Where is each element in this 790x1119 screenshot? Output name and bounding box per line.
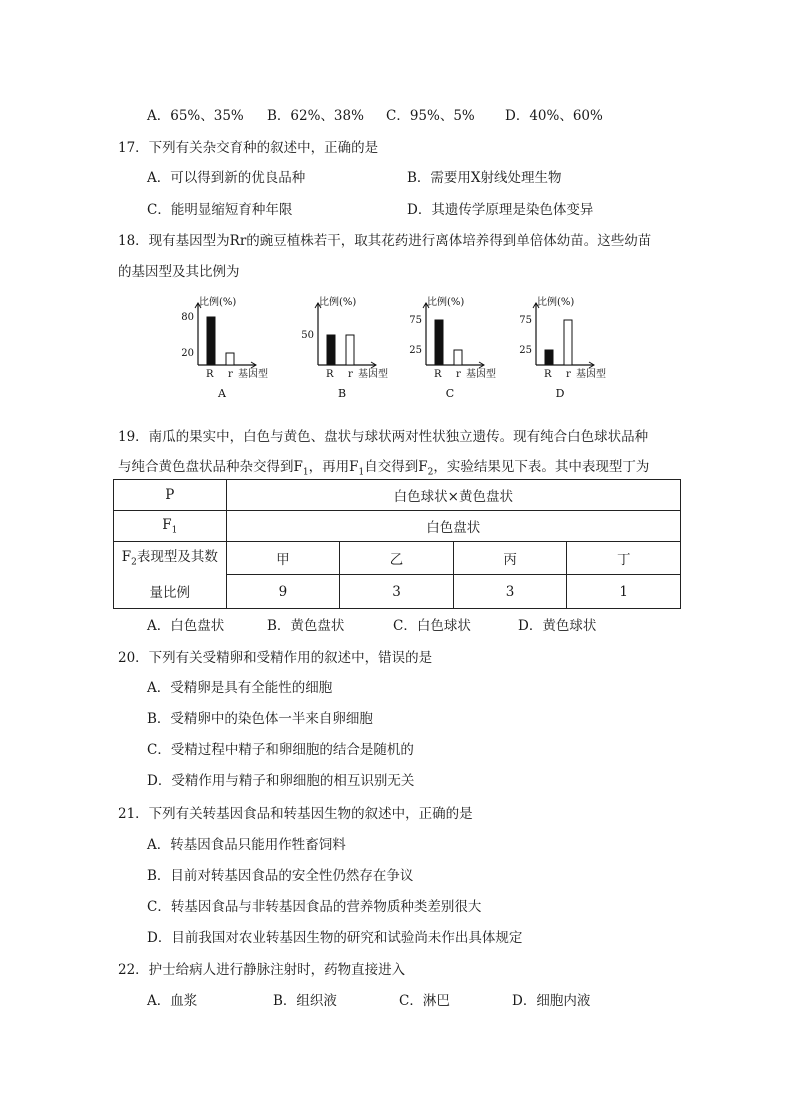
q21-option-a: A．转基因食品只能用作牲畜饲料 — [147, 837, 346, 853]
phenotype-bing: 丙 — [453, 542, 567, 575]
q17-option-b: B．需要用X射线处理生物 — [407, 170, 562, 186]
q20-option-d: D．受精作用与精子和卵细胞的相互识别无关 — [147, 773, 415, 789]
q19-stem-line2 — [118, 455, 649, 478]
bar-r — [564, 320, 572, 365]
phenotype-yi: 乙 — [340, 542, 454, 575]
y-tick-label: 75 — [519, 315, 532, 326]
x-tick-label: R — [206, 369, 214, 380]
q19-sub-f1b: 1 — [358, 467, 365, 478]
x-tick-label: R — [434, 369, 442, 380]
q18-stem-line1: 18．现有基因型为Rr的豌豆植株若干，取其花药进行离体培养得到单倍体幼苗。这些幼苗 — [118, 233, 652, 249]
bar-R — [207, 317, 215, 365]
q19-option-b: B．黄色盘状 — [267, 618, 345, 634]
y-axis-label: 比例(%) — [537, 297, 575, 308]
x-tick-label: R — [544, 369, 552, 380]
ratio-yi: 3 — [340, 575, 454, 608]
y-axis-label: 比例(%) — [427, 297, 465, 308]
q20-stem: 20．下列有关受精卵和受精作用的叙述中，错误的是 — [118, 650, 433, 666]
ratio-bing: 3 — [453, 575, 567, 608]
q17-option-d: D．其遗传学原理是染色体变异 — [407, 202, 594, 218]
q22-option-c: C．淋巴 — [399, 993, 450, 1009]
table-row-f2-phenotypes — [114, 542, 681, 575]
q19-option-c: C．白色球状 — [393, 618, 471, 634]
chart-caption: D — [555, 387, 565, 400]
table-row-p — [114, 480, 681, 511]
bar-R — [545, 350, 553, 365]
bar-r — [454, 350, 462, 365]
ratio-ding: 1 — [567, 575, 681, 608]
q22-option-a: A．血浆 — [147, 993, 198, 1009]
chart-caption: A — [218, 387, 226, 400]
q18-chart-d — [508, 293, 618, 409]
q17-stem: 17．下列有关杂交育种的叙述中，正确的是 — [118, 140, 379, 156]
y-tick-label: 75 — [409, 315, 422, 326]
y-axis-label: 比例(%) — [319, 297, 357, 308]
q18-chart-c — [398, 293, 508, 409]
f1-label-text: F — [162, 516, 172, 533]
q16-option-b: B．62%、38% — [267, 108, 364, 124]
q16-option-d: D．40%、60% — [505, 108, 603, 124]
chart-caption: B — [337, 387, 347, 400]
ratio-jia: 9 — [226, 575, 340, 608]
x-axis-label: 基因型 — [466, 369, 496, 380]
y-tick-label: 50 — [301, 330, 314, 341]
q19-option-d: D．黄色球状 — [518, 618, 597, 634]
phenotype-ding: 丁 — [567, 542, 681, 575]
y-tick-label: 25 — [519, 345, 532, 356]
bar-r — [346, 335, 354, 365]
q19-results-table — [113, 479, 681, 609]
y-axis-label: 比例(%) — [199, 297, 237, 308]
q16-option-a: A．65%、35% — [147, 108, 244, 124]
bar-R — [435, 320, 443, 365]
q19-sub-f2: 2 — [427, 467, 434, 478]
q19-option-a: A．白色盘状 — [147, 618, 225, 634]
y-tick-label: 25 — [409, 345, 422, 356]
x-tick-label: r — [566, 369, 571, 380]
q19-sub-f1: 1 — [302, 467, 309, 478]
p-value: 白色球状×黄色盘状 — [226, 480, 680, 511]
f2-label-f: F — [121, 549, 132, 565]
f2-label — [114, 542, 227, 609]
y-tick-label: 20 — [181, 348, 194, 359]
p-label: P — [114, 480, 227, 511]
q17-option-c: C．能明显缩短育种年限 — [147, 202, 293, 218]
x-axis-label: 基因型 — [576, 369, 606, 380]
q21-option-b: B．目前对转基因食品的安全性仍然存在争议 — [147, 868, 414, 884]
x-tick-label: r — [348, 369, 353, 380]
x-tick-label: R — [326, 369, 334, 380]
x-tick-label: r — [456, 369, 461, 380]
table-row-f1 — [114, 511, 681, 542]
q18-chart-b — [290, 293, 400, 409]
x-axis-label: 基因型 — [238, 369, 268, 380]
q21-option-c: C．转基因食品与非转基因食品的营养物质种类差别很大 — [147, 899, 482, 915]
y-tick-label: 80 — [181, 312, 194, 323]
f2-label-sub: 2 — [131, 557, 137, 568]
phenotype-jia: 甲 — [226, 542, 340, 575]
f1-label-sub: 1 — [171, 525, 178, 536]
q20-option-c: C．受精过程中精子和卵细胞的结合是随机的 — [147, 742, 414, 758]
q20-option-b: B．受精卵中的染色体一半来自卵细胞 — [147, 711, 373, 727]
q22-stem: 22．护士给病人进行静脉注射时，药物直接进入 — [118, 962, 406, 978]
q21-option-d: D．目前我国对农业转基因生物的研究和试验尚未作出具体规定 — [147, 930, 523, 946]
f2-label-text2: 量比例 — [149, 584, 191, 601]
q20-option-a: A．受精卵是具有全能性的细胞 — [147, 680, 333, 696]
q19-stem-text-d: ，实验结果见下表。其中表现型丁为 — [433, 459, 650, 475]
q19-stem-line1: 19．南瓜的果实中，白色与黄色、盘状与球状两对性状独立遗传。现有纯合白色球状品种 — [118, 429, 649, 445]
q19-stem-text-a: 与纯合黄色盘状品种杂交得到F — [118, 459, 303, 475]
q21-stem: 21．下列有关转基因食品和转基因生物的叙述中，正确的是 — [118, 806, 473, 822]
f1-label — [114, 511, 227, 542]
x-tick-label: r — [228, 369, 233, 380]
bar-r — [226, 353, 234, 365]
q18-stem-line2: 的基因型及其比例为 — [118, 264, 240, 280]
chart-caption: C — [445, 387, 455, 400]
q19-stem-text-c: 自交得到F — [364, 459, 428, 475]
q22-option-b: B．组织液 — [273, 993, 337, 1009]
f1-value: 白色盘状 — [226, 511, 680, 542]
x-axis-label: 基因型 — [358, 369, 388, 380]
q18-chart-a — [170, 293, 280, 409]
bar-R — [327, 335, 335, 365]
q17-option-a: A．可以得到新的优良品种 — [147, 170, 306, 186]
q19-stem-text-b: ，再用F — [308, 459, 359, 475]
q16-option-c: C．95%、5% — [386, 108, 475, 124]
q22-option-d: D．细胞内液 — [512, 993, 591, 1009]
f2-label-text: 表现型及其数 — [136, 549, 218, 565]
